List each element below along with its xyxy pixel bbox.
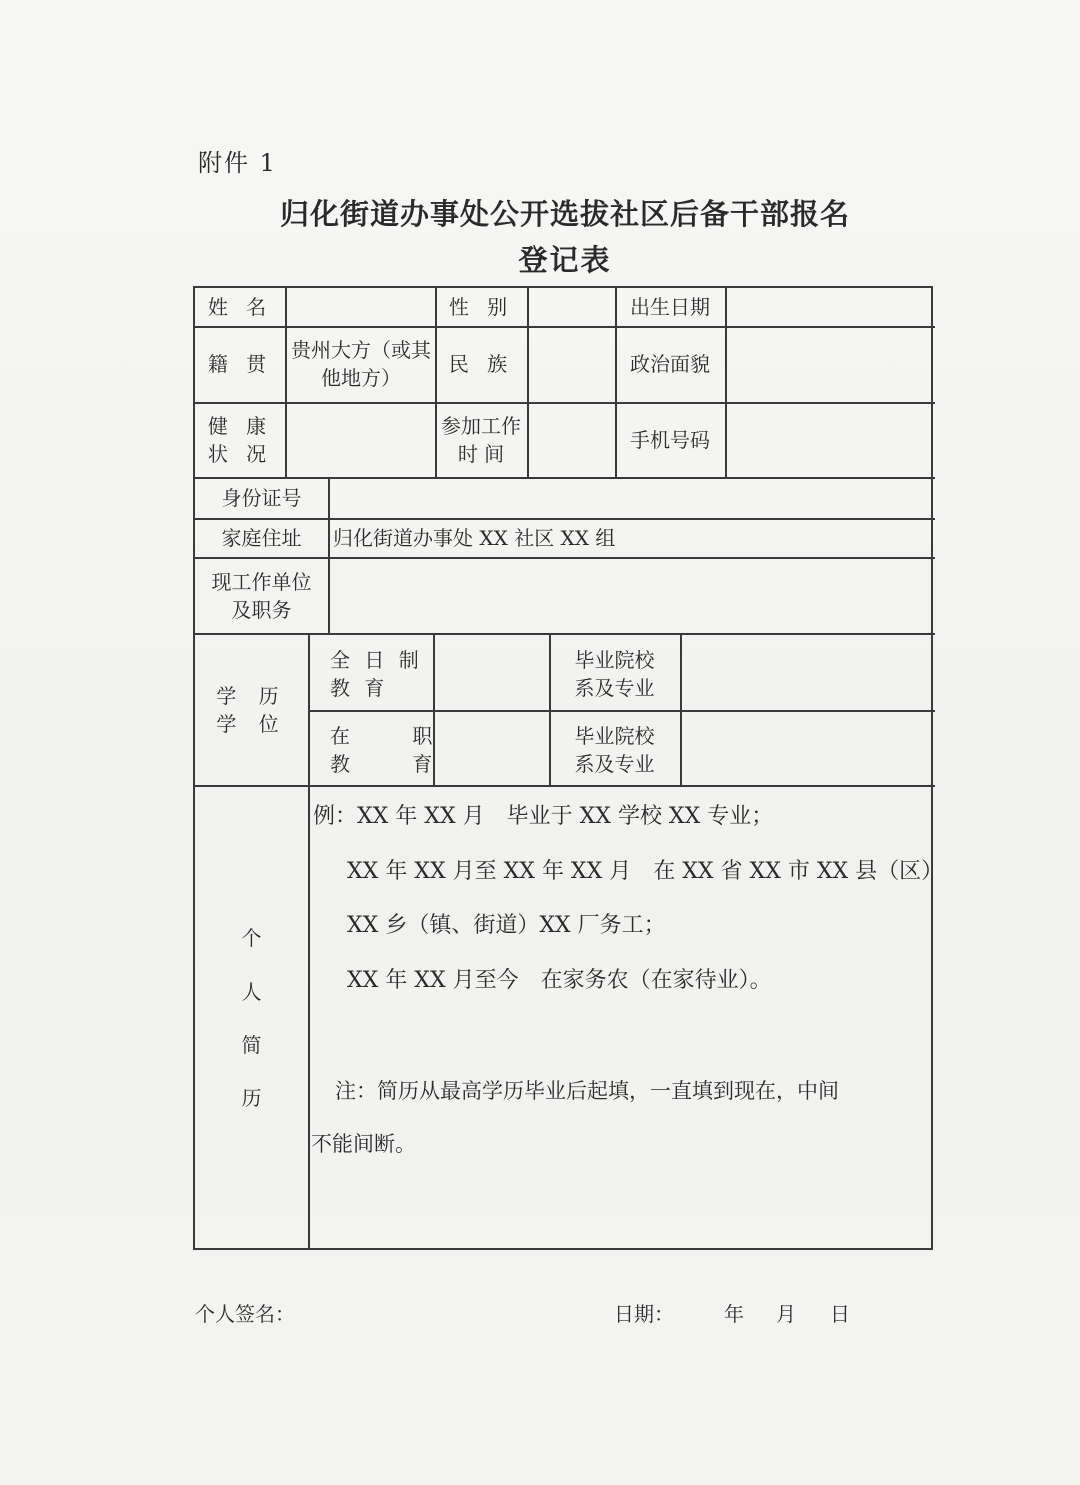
gender-field[interactable] xyxy=(529,288,615,326)
address-value[interactable]: 归化街道办事处 XX 社区 XX 组 xyxy=(333,526,616,550)
signature-label: 个人签名： xyxy=(195,1302,295,1326)
row-divider xyxy=(195,785,935,787)
resume-note: 注：简历从最高学历毕业后起填，一直填到现在，中间 xyxy=(335,1079,839,1103)
form-title-line2: 登记表 xyxy=(518,243,612,277)
health-field[interactable] xyxy=(287,404,435,477)
resume-note-cont: 不能间断。 xyxy=(311,1132,416,1156)
name-field[interactable] xyxy=(287,288,435,326)
inservice-education-label: 在 职 教 育 xyxy=(330,724,461,776)
birthdate-label: 出生日期 xyxy=(630,295,710,319)
column-divider xyxy=(308,786,310,1250)
attachment-label: 附件 1 xyxy=(198,149,277,177)
resume-example-line: XX 年 XX 月至 XX 年 XX 月 在 XX 省 XX 市 XX 县（区） xyxy=(347,859,944,884)
address-label: 家庭住址 xyxy=(221,526,302,550)
gender-label: 性 别 xyxy=(448,295,514,319)
fulltime-school-field[interactable] xyxy=(682,635,933,710)
education-label: 学 历 学 位 xyxy=(216,684,287,736)
column-divider xyxy=(308,634,310,786)
resume-example-line: 例：XX 年 XX 月 毕业于 XX 学校 XX 专业； xyxy=(313,804,774,829)
native-place-label: 籍 贯 xyxy=(207,352,273,376)
resume-example-line: XX 乡（镇、街道）XX 厂务工； xyxy=(347,913,666,938)
date-day-label: 日 xyxy=(830,1302,850,1326)
date-month-label: 月 xyxy=(776,1302,796,1326)
phone-field[interactable] xyxy=(727,404,933,477)
political-status-label: 政治面貌 xyxy=(630,352,710,376)
phone-label: 手机号码 xyxy=(630,428,710,452)
inservice-degree-field[interactable] xyxy=(435,712,549,785)
work-start-label: 参加工作 时 间 xyxy=(441,414,521,466)
name-label: 姓 名 xyxy=(207,295,273,319)
row-divider xyxy=(195,518,935,520)
fulltime-education-label: 全 日 制 教 育 xyxy=(330,648,423,700)
id-number-label: 身份证号 xyxy=(221,486,302,510)
date-label: 日期： xyxy=(614,1302,674,1326)
ethnicity-label: 民 族 xyxy=(448,352,514,376)
political-status-field[interactable] xyxy=(727,328,933,402)
resume-label-char: 个 xyxy=(241,926,262,950)
birthdate-field[interactable] xyxy=(727,288,933,326)
current-job-label: 现工作单位 及职务 xyxy=(211,570,312,622)
fulltime-degree-field[interactable] xyxy=(435,635,549,710)
native-place-value[interactable]: 贵州大方（或其 他地方） xyxy=(291,338,431,390)
id-number-field[interactable] xyxy=(330,479,933,517)
form-title-line1: 归化街道办事处公开选拔社区后备干部报名 xyxy=(279,197,850,231)
work-start-field[interactable] xyxy=(529,404,615,477)
current-job-field[interactable] xyxy=(330,559,933,633)
registration-form-table xyxy=(193,286,944,1250)
ethnicity-field[interactable] xyxy=(529,328,615,402)
date-year-label: 年 xyxy=(724,1302,744,1326)
resume-example-line: XX 年 XX 月至今 在家务农（在家待业）。 xyxy=(347,968,772,993)
resume-label-char: 人 xyxy=(241,980,262,1004)
fulltime-school-label: 毕业院校 系及专业 xyxy=(574,648,655,700)
resume-label-char: 简 xyxy=(241,1033,262,1057)
inservice-school-label: 毕业院校 系及专业 xyxy=(574,724,655,776)
resume-label-char: 历 xyxy=(241,1086,262,1110)
inservice-school-field[interactable] xyxy=(682,712,933,785)
health-label: 健 康 状 况 xyxy=(207,414,273,466)
